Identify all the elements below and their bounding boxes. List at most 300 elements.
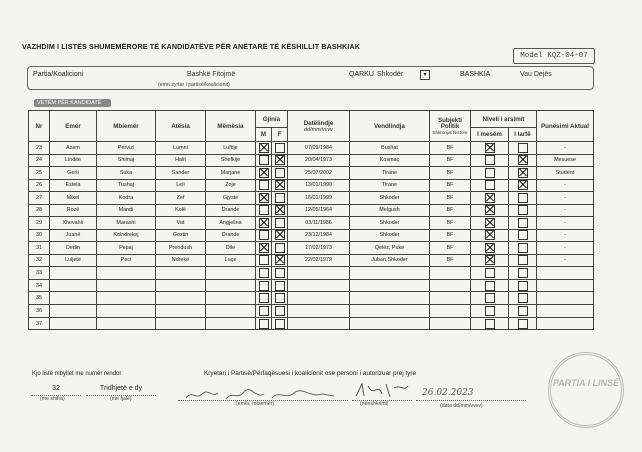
party-label: Partia/Koalicioni <box>33 71 84 78</box>
gender-m-cell <box>256 242 272 255</box>
edu-larte-checkbox[interactable] <box>518 243 528 253</box>
table-row <box>29 142 594 155</box>
cell-atesia[interactable]: Ndrekë <box>156 254 206 267</box>
edu-larte-checkbox[interactable] <box>518 193 528 203</box>
table-row <box>29 279 594 292</box>
gender-m-checkbox[interactable] <box>259 230 269 240</box>
cell-vendlindja[interactable]: Qelëz, Puke <box>350 242 430 255</box>
empty-checkbox[interactable] <box>259 293 269 303</box>
cell-mbiemri[interactable]: Pervizi <box>97 142 156 155</box>
gender-m-checkbox[interactable] <box>259 168 269 178</box>
gender-f-cell <box>272 192 288 205</box>
edu-larte-checkbox[interactable] <box>518 180 528 190</box>
empty-cell[interactable] <box>50 305 97 318</box>
header-atesia: Atësia <box>156 111 206 142</box>
cell-punesimi[interactable]: - <box>537 192 594 205</box>
edu-mesem-checkbox[interactable] <box>485 155 495 165</box>
edu-larte-checkbox[interactable] <box>518 155 528 165</box>
cell-subjekti[interactable]: BF <box>430 204 471 217</box>
cell-emri[interactable]: Estela <box>50 179 97 192</box>
stamp-text: PARTIA I LINSË <box>552 378 620 388</box>
empty-check-cell <box>471 292 509 305</box>
empty-checkbox[interactable] <box>275 319 285 329</box>
empty-cell[interactable] <box>430 305 471 318</box>
cell-emri[interactable]: Xhevahir <box>50 217 97 230</box>
cell-punesimi[interactable]: Student <box>537 167 594 180</box>
cell-vendlindja[interactable]: Tirane <box>350 167 430 180</box>
header-date-format: dd/mm/vvvv <box>304 126 333 133</box>
empty-cell[interactable] <box>156 305 206 318</box>
empty-cell[interactable] <box>537 292 594 305</box>
name-field[interactable] <box>178 388 348 401</box>
cell-emri[interactable]: Lindite <box>50 154 97 167</box>
gender-f-cell <box>272 217 288 230</box>
qarku-value[interactable]: Shkodër <box>377 71 404 78</box>
empty-check-cell <box>256 305 272 318</box>
cell-memesia[interactable]: Drande <box>206 204 256 217</box>
cell-atesia[interactable]: Prendush <box>156 242 206 255</box>
empty-checkbox[interactable] <box>275 293 285 303</box>
empty-checkbox[interactable] <box>518 306 528 316</box>
empty-cell[interactable] <box>206 292 256 305</box>
gender-f-checkbox[interactable] <box>275 143 285 153</box>
edu-mesem-checkbox[interactable] <box>485 193 495 203</box>
empty-cell[interactable] <box>206 317 256 330</box>
handwriting-name-icon <box>182 388 342 402</box>
row-nr: 33 <box>29 267 50 280</box>
edu-mesem-cell <box>471 167 509 180</box>
empty-cell[interactable] <box>50 267 97 280</box>
edu-larte-checkbox[interactable] <box>518 255 528 265</box>
cell-vendlindja[interactable]: Juban,Shkoder <box>350 254 430 267</box>
edu-larte-cell <box>509 254 537 267</box>
gender-m-cell <box>256 154 272 167</box>
cell-mbiemri[interactable]: Marashi <box>97 217 156 230</box>
edu-mesem-checkbox[interactable] <box>485 143 495 153</box>
edu-mesem-checkbox[interactable] <box>485 255 495 265</box>
row-nr: 28 <box>29 204 50 217</box>
empty-cell[interactable] <box>50 279 97 292</box>
gender-f-checkbox[interactable] <box>275 243 285 253</box>
cell-mbiemri[interactable]: Peci <box>97 254 156 267</box>
cell-memesia[interactable]: Shefkije <box>206 154 256 167</box>
edu-larte-checkbox[interactable] <box>518 143 528 153</box>
cell-emri[interactable]: Dedin <box>50 242 97 255</box>
edu-mesem-checkbox[interactable] <box>485 230 495 240</box>
edu-larte-cell <box>509 192 537 205</box>
table-row <box>29 305 594 318</box>
signature-sublabel: (nënshkrimi) <box>360 401 389 407</box>
number-value: 32 <box>52 385 60 392</box>
cell-atesia[interactable]: Kolë <box>156 204 206 217</box>
cell-memesia[interactable]: Marjane <box>206 167 256 180</box>
empty-checkbox[interactable] <box>275 268 285 278</box>
empty-cell[interactable] <box>156 292 206 305</box>
header-nr: Nr <box>29 111 50 142</box>
cell-subjekti[interactable]: BF <box>430 142 471 155</box>
words-field[interactable] <box>86 385 156 396</box>
empty-cell[interactable] <box>50 292 97 305</box>
edu-mesem-cell <box>471 179 509 192</box>
edu-mesem-checkbox[interactable] <box>485 205 495 215</box>
edu-mesem-checkbox[interactable] <box>485 218 495 228</box>
gender-m-cell <box>256 229 272 242</box>
empty-checkbox[interactable] <box>259 281 269 291</box>
empty-cell[interactable] <box>156 317 206 330</box>
empty-cell[interactable] <box>350 292 430 305</box>
table-row <box>29 242 594 255</box>
table-row <box>29 192 594 205</box>
gender-m-checkbox[interactable] <box>259 193 269 203</box>
header-m: M <box>256 128 272 142</box>
bashkia-value[interactable]: Vau Dejës <box>520 71 552 78</box>
empty-cell[interactable] <box>430 317 471 330</box>
cell-punesimi[interactable]: - <box>537 229 594 242</box>
signature-scribble-icon <box>352 382 410 398</box>
header-f: F <box>272 128 288 142</box>
cell-subjekti[interactable]: BF <box>430 192 471 205</box>
closing-label: Kjo listë mbyllet me numër rendor <box>32 371 122 377</box>
empty-checkbox[interactable] <box>259 306 269 316</box>
gender-m-checkbox[interactable] <box>259 143 269 153</box>
header-mbiemri: Mbiemër <box>97 111 156 142</box>
row-nr: 23 <box>29 142 50 155</box>
empty-cell[interactable] <box>97 317 156 330</box>
cell-punesimi[interactable]: - <box>537 217 594 230</box>
gender-f-checkbox[interactable] <box>275 180 285 190</box>
empty-cell[interactable] <box>156 279 206 292</box>
empty-cell[interactable] <box>288 279 350 292</box>
gender-m-cell <box>256 179 272 192</box>
cell-punesimi[interactable]: Mesuese <box>537 154 594 167</box>
row-nr: 29 <box>29 217 50 230</box>
row-nr: 24 <box>29 154 50 167</box>
cell-atesia[interactable]: Sander <box>156 167 206 180</box>
cell-mbiemri[interactable]: Pepaj <box>97 242 156 255</box>
row-nr: 31 <box>29 242 50 255</box>
cell-subjekti[interactable]: BF <box>430 179 471 192</box>
words-value: Tridhjetë e dy <box>99 385 143 392</box>
header-datelindje-label: Datëlindje <box>303 119 334 127</box>
cell-datelindje[interactable]: 23/12/1984 <box>288 229 350 242</box>
chevron-down-icon[interactable]: ▾ <box>420 70 430 80</box>
qarku-label: QARKU <box>349 71 374 78</box>
cell-memesia[interactable]: Zoje <box>206 179 256 192</box>
cell-datelindje[interactable]: 25/07/2002 <box>288 167 350 180</box>
gender-f-checkbox[interactable] <box>275 205 285 215</box>
cell-mbiemri[interactable]: Suka <box>97 167 156 180</box>
empty-cell[interactable] <box>537 305 594 318</box>
cell-atesia[interactable]: Vat <box>156 217 206 230</box>
empty-cell[interactable] <box>288 292 350 305</box>
empty-cell[interactable] <box>97 279 156 292</box>
gender-f-checkbox[interactable] <box>275 218 285 228</box>
gender-f-checkbox[interactable] <box>275 155 285 165</box>
gender-f-checkbox[interactable] <box>275 168 285 178</box>
gender-m-checkbox[interactable] <box>259 218 269 228</box>
gender-f-checkbox[interactable] <box>275 255 285 265</box>
table-row <box>29 317 594 330</box>
cell-emri[interactable]: Rozë <box>50 204 97 217</box>
edu-mesem-cell <box>471 229 509 242</box>
number-sublabel: (me shifra) <box>40 396 65 402</box>
edu-larte-cell <box>509 167 537 180</box>
empty-check-cell <box>256 292 272 305</box>
edu-larte-cell <box>509 229 537 242</box>
empty-checkbox[interactable] <box>485 268 495 278</box>
edu-mesem-cell <box>471 217 509 230</box>
cell-mbiemri[interactable]: Tushaj <box>97 179 156 192</box>
edu-mesem-checkbox[interactable] <box>485 168 495 178</box>
header-gjinia: Gjinia <box>256 111 288 128</box>
gender-f-cell <box>272 142 288 155</box>
cell-vendlindja[interactable]: Kosmaç <box>350 154 430 167</box>
date-sublabel: (data dd/mm/vvvv) <box>440 403 483 409</box>
cell-emri[interactable]: Azem <box>50 142 97 155</box>
cell-memesia[interactable]: Luçe <box>206 254 256 267</box>
header-punesimi: Punësimi Aktual <box>537 111 594 142</box>
cell-emri[interactable]: Gerti <box>50 167 97 180</box>
gender-f-checkbox[interactable] <box>275 230 285 240</box>
edu-mesem-checkbox[interactable] <box>485 243 495 253</box>
date-value: 26.02.2023 <box>422 388 474 398</box>
edu-larte-checkbox[interactable] <box>518 218 528 228</box>
cell-emri[interactable]: Luljetë <box>50 254 97 267</box>
cell-vendlindja[interactable]: Tirane <box>350 179 430 192</box>
empty-cell[interactable] <box>350 305 430 318</box>
empty-checkbox[interactable] <box>259 268 269 278</box>
cell-mbiemri[interactable]: Mandi <box>97 204 156 217</box>
edu-larte-checkbox[interactable] <box>518 205 528 215</box>
cell-memesia[interactable]: Gjyste <box>206 192 256 205</box>
table-row <box>29 254 594 267</box>
cell-punesimi[interactable]: - <box>537 204 594 217</box>
empty-check-cell <box>509 292 537 305</box>
empty-checkbox[interactable] <box>518 281 528 291</box>
empty-cell[interactable] <box>206 279 256 292</box>
cell-vendlindja[interactable]: Shkoder <box>350 192 430 205</box>
cell-datelindje[interactable]: 03/11/1986 <box>288 217 350 230</box>
table-row <box>29 217 594 230</box>
party-name-value[interactable]: Bashkë Fitojmë <box>187 71 236 78</box>
signature-field[interactable] <box>352 388 412 401</box>
words-sublabel: (me fjalë) <box>110 396 132 402</box>
number-field[interactable] <box>31 385 81 396</box>
row-nr: 27 <box>29 192 50 205</box>
cell-subjekti[interactable]: BF <box>430 229 471 242</box>
empty-check-cell <box>509 317 537 330</box>
gender-m-checkbox[interactable] <box>259 205 269 215</box>
empty-checkbox[interactable] <box>518 319 528 329</box>
row-nr: 32 <box>29 254 50 267</box>
empty-cell[interactable] <box>156 267 206 280</box>
empty-cell[interactable] <box>97 305 156 318</box>
header-subjekti <box>430 111 471 142</box>
empty-check-cell <box>272 305 288 318</box>
empty-cell[interactable] <box>97 292 156 305</box>
empty-checkbox[interactable] <box>485 281 495 291</box>
empty-cell[interactable] <box>350 267 430 280</box>
cell-vendlindja[interactable]: Melgush <box>350 204 430 217</box>
document-title: VAZHDIM I LISTËS SHUMEMËRORE TË KANDIDATËVE PËR ANËTARË TË KËSHILLIT BASHKIAK <box>22 42 361 51</box>
cell-vendlindja[interactable]: Shkoder <box>350 229 430 242</box>
header-niveli: Niveli i arsimit <box>471 111 537 128</box>
empty-cell[interactable] <box>97 267 156 280</box>
cell-atesia[interactable]: Lumni <box>156 142 206 155</box>
edu-larte-cell <box>509 242 537 255</box>
header-subjekti-sub: Shkronjat Nistore <box>432 129 468 135</box>
cell-emri[interactable]: Mikel <box>50 192 97 205</box>
edu-mesem-checkbox[interactable] <box>485 180 495 190</box>
cell-mbiemri[interactable]: Kolndreksj <box>97 229 156 242</box>
gender-f-cell <box>272 242 288 255</box>
header-vendlindja: Vendlindja <box>350 111 430 142</box>
cell-punesimi[interactable]: - <box>537 142 594 155</box>
empty-cell[interactable] <box>537 279 594 292</box>
edu-larte-cell <box>509 142 537 155</box>
empty-cell[interactable] <box>206 305 256 318</box>
cell-vendlindja[interactable]: Shkoder <box>350 217 430 230</box>
gender-m-cell <box>256 142 272 155</box>
empty-check-cell <box>272 317 288 330</box>
gender-m-cell <box>256 204 272 217</box>
gender-f-checkbox[interactable] <box>275 193 285 203</box>
empty-checkbox[interactable] <box>275 281 285 291</box>
cell-memesia[interactable]: Luftije <box>206 142 256 155</box>
gender-m-checkbox[interactable] <box>259 180 269 190</box>
empty-cell[interactable] <box>50 317 97 330</box>
party-sublabel: (emri zyrtar i partisë/koalicionit) <box>158 82 230 88</box>
empty-cell[interactable] <box>537 267 594 280</box>
edu-mesem-cell <box>471 254 509 267</box>
empty-check-cell <box>256 317 272 330</box>
empty-checkbox[interactable] <box>485 306 495 316</box>
cell-subjekti[interactable]: BF <box>430 154 471 167</box>
name-sublabel: (emër, mbiemër) <box>236 401 275 407</box>
empty-check-cell <box>256 267 272 280</box>
empty-cell[interactable] <box>350 317 430 330</box>
cell-datelindje[interactable]: 22/02/1979 <box>288 254 350 267</box>
cell-memesia[interactable]: Dile <box>206 242 256 255</box>
empty-check-cell <box>272 279 288 292</box>
edu-mesem-cell <box>471 142 509 155</box>
cell-mbiemri[interactable]: Kodra <box>97 192 156 205</box>
row-nr: 26 <box>29 179 50 192</box>
row-nr: 25 <box>29 167 50 180</box>
cell-memesia[interactable]: Angjelina <box>206 217 256 230</box>
cell-vendlindja[interactable]: Bushat <box>350 142 430 155</box>
edu-mesem-cell <box>471 192 509 205</box>
cell-mbiemri[interactable]: Shimaj <box>97 154 156 167</box>
date-field[interactable] <box>416 388 526 401</box>
empty-check-cell <box>471 267 509 280</box>
empty-check-cell <box>272 292 288 305</box>
table-row <box>29 154 594 167</box>
gender-f-cell <box>272 167 288 180</box>
cell-atesia[interactable]: Zef <box>156 192 206 205</box>
gender-f-cell <box>272 254 288 267</box>
cell-datelindje[interactable]: 17/02/1973 <box>288 242 350 255</box>
empty-cell[interactable] <box>350 279 430 292</box>
table-row <box>29 167 594 180</box>
edu-larte-cell <box>509 154 537 167</box>
empty-cell[interactable] <box>288 267 350 280</box>
empty-checkbox[interactable] <box>485 293 495 303</box>
gender-m-checkbox[interactable] <box>259 155 269 165</box>
cell-emri[interactable]: Juanë <box>50 229 97 242</box>
empty-check-cell <box>471 305 509 318</box>
empty-cell[interactable] <box>430 279 471 292</box>
row-nr: 30 <box>29 229 50 242</box>
edu-larte-checkbox[interactable] <box>518 168 528 178</box>
cell-subjekti[interactable]: BF <box>430 242 471 255</box>
cell-subjekti[interactable]: BF <box>430 217 471 230</box>
empty-checkbox[interactable] <box>485 319 495 329</box>
empty-cell[interactable] <box>537 317 594 330</box>
candidates-table <box>28 110 594 330</box>
gender-m-cell <box>256 192 272 205</box>
empty-checkbox[interactable] <box>518 293 528 303</box>
edu-larte-cell <box>509 179 537 192</box>
empty-checkbox[interactable] <box>275 306 285 316</box>
row-nr: 34 <box>29 279 50 292</box>
cell-datelindje[interactable]: 13/01/1990 <box>288 179 350 192</box>
empty-cell[interactable] <box>288 305 350 318</box>
cell-datelindje[interactable]: 12/05/1964 <box>288 204 350 217</box>
cell-subjekti[interactable]: BF <box>430 254 471 267</box>
cell-punesimi[interactable]: - <box>537 242 594 255</box>
cell-memesia[interactable]: Drande <box>206 229 256 242</box>
signer-title: Kryetari i Partisë/Përfaqësuesi i koalicionit ose personi i autorizuar prej tyre <box>204 370 417 377</box>
gender-f-cell <box>272 179 288 192</box>
gender-f-cell <box>272 229 288 242</box>
empty-check-cell <box>272 267 288 280</box>
empty-check-cell <box>509 267 537 280</box>
model-code-box: Model KQZ-04-07 <box>513 48 595 64</box>
cell-atesia[interactable]: Leli <box>156 179 206 192</box>
table-row <box>29 267 594 280</box>
empty-cell[interactable] <box>430 267 471 280</box>
empty-checkbox[interactable] <box>518 268 528 278</box>
cell-punesimi[interactable]: - <box>537 179 594 192</box>
gender-m-checkbox[interactable] <box>259 255 269 265</box>
header-datelindje <box>288 111 350 142</box>
row-nr: 37 <box>29 317 50 330</box>
header-larte: I lartë <box>509 128 537 142</box>
gender-f-cell <box>272 204 288 217</box>
empty-cell[interactable] <box>430 292 471 305</box>
cell-datelindje[interactable]: 07/09/1984 <box>288 142 350 155</box>
edu-larte-checkbox[interactable] <box>518 230 528 240</box>
cell-punesimi[interactable]: - <box>537 254 594 267</box>
cell-datelindje[interactable]: 16/01/1999 <box>288 192 350 205</box>
empty-cell[interactable] <box>206 267 256 280</box>
cell-atesia[interactable]: Halit <box>156 154 206 167</box>
empty-checkbox[interactable] <box>259 319 269 329</box>
row-nr: 35 <box>29 292 50 305</box>
gender-m-checkbox[interactable] <box>259 243 269 253</box>
edu-mesem-cell <box>471 204 509 217</box>
party-info-box <box>27 66 594 90</box>
cell-datelindje[interactable]: 20/04/1973 <box>288 154 350 167</box>
section-tag: VETËM PËR KANDIDATË <box>34 99 111 107</box>
edu-larte-cell <box>509 204 537 217</box>
cell-atesia[interactable]: Gostin <box>156 229 206 242</box>
cell-subjekti[interactable]: BF <box>430 167 471 180</box>
empty-cell[interactable] <box>288 317 350 330</box>
bashkia-label: BASHKIA <box>460 71 491 78</box>
empty-check-cell <box>471 317 509 330</box>
